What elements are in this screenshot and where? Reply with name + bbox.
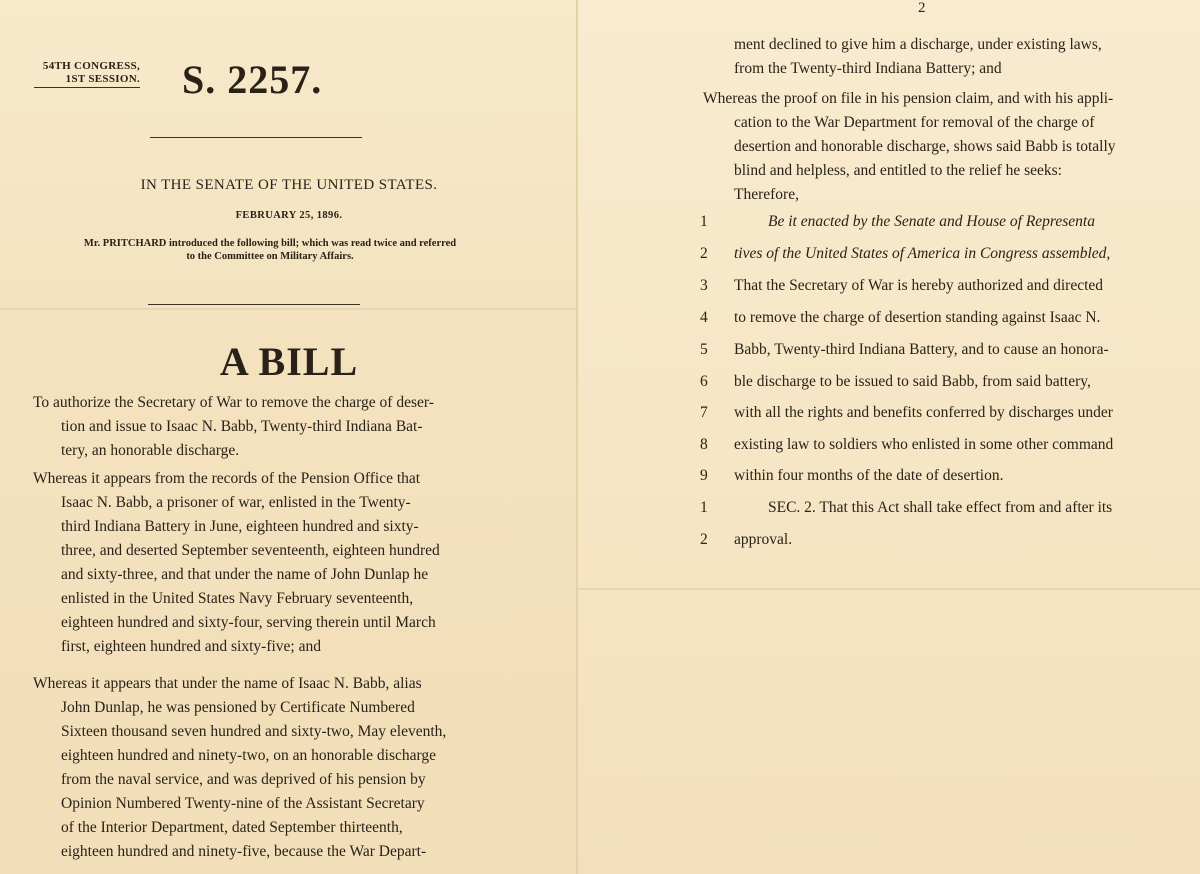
text-line: eighteen hundred and ninety-five, because the War Depart- (61, 843, 427, 860)
line-number: 3 (700, 277, 708, 294)
text-line: from the naval service, and was deprived of his pension by (61, 771, 426, 788)
text-line: To authorize the Secretary of War to remove the charge of deser- (33, 394, 434, 411)
line-text: tives of the United States of America in Congress assembled, (734, 245, 1111, 262)
congress-label: 54TH CONGRESS, (42, 60, 140, 72)
text-line: cation to the War Department for removal of the charge of (734, 114, 1095, 131)
line-text: within four months of the date of desertion. (734, 467, 1004, 484)
session-label: 1ST SESSION. (65, 73, 140, 85)
text-line: Whereas it appears that under the name of Isaac N. Babb, alias (33, 675, 422, 692)
congress-session-block (34, 60, 140, 86)
enacting-line (700, 245, 1110, 269)
section-2-line (700, 499, 1112, 523)
text-line: Isaac N. Babb, a prisoner of war, enlisted in the Twenty- (61, 494, 411, 511)
line-number: 4 (700, 309, 708, 326)
text-line: enlisted in the United States Navy February seventeenth, (61, 590, 414, 607)
line-number: 6 (700, 373, 708, 390)
line-number: 8 (700, 436, 708, 453)
text-line: tion and issue to Isaac N. Babb, Twenty-third Indiana Bat- (61, 418, 423, 435)
text-line: Sixteen thousand seven hundred and sixty-two, May eleventh, (61, 723, 447, 740)
bill-date: FEBRUARY 25, 1896. (235, 210, 343, 221)
line-number: 5 (700, 341, 708, 358)
text-line: tery, an honorable discharge. (61, 442, 240, 459)
text-line: three, and deserted September seventeenth, eighteen hundred (61, 542, 440, 559)
bill-line (700, 373, 1091, 397)
paper-fold-line (578, 588, 1200, 590)
bill-line (700, 467, 1003, 491)
paper-fold-line (0, 308, 578, 310)
bill-line (700, 309, 1100, 333)
bill-line (700, 341, 1109, 365)
text-line: third Indiana Battery in June, eighteen hundred and sixty- (61, 518, 419, 535)
line-text: ble discharge to be issued to said Babb, from said battery, (734, 373, 1091, 390)
bill-line (700, 404, 1113, 428)
session-underline (34, 87, 140, 88)
text-line: from the Twenty-third Indiana Battery; and (734, 60, 1002, 77)
divider-rule (150, 137, 362, 138)
introduction-line: Mr. PRITCHARD introduced the following bill; which was read twice and referred (83, 238, 457, 249)
introduction-note (40, 237, 500, 263)
senate-heading: IN THE SENATE OF THE UNITED STATES. (140, 177, 438, 193)
enacting-line (700, 213, 1095, 237)
section-2-line (700, 531, 792, 555)
text-line: eighteen hundred and sixty-four, serving therein until March (61, 614, 436, 631)
line-number: 1 (700, 213, 708, 230)
line-text: approval. (734, 531, 793, 548)
bill-title: A BILL (219, 339, 359, 384)
line-text: SEC. 2. That this Act shall take effect from and after its (768, 499, 1113, 516)
text-line: Whereas it appears from the records of the Pension Office that (33, 470, 421, 487)
line-text: existing law to soldiers who enlisted in some other command (734, 436, 1114, 453)
text-line: of the Interior Department, dated September thirteenth, (61, 819, 403, 836)
line-number: 1 (700, 499, 708, 516)
line-number: 9 (700, 467, 708, 484)
text-line: and sixty-three, and that under the name of John Dunlap he (61, 566, 429, 583)
whereas-clause-1 (33, 467, 475, 659)
line-text: Be it enacted by the Senate and House of Representa (768, 213, 1095, 230)
text-line: ment declined to give him a discharge, under existing laws, (734, 36, 1102, 53)
whereas-clause-2 (33, 672, 473, 864)
purpose-clause (33, 391, 473, 463)
text-line: first, eighteen hundred and sixty-five; and (61, 638, 321, 655)
text-line: Whereas the proof on file in his pension claim, and with his appli- (703, 90, 1114, 107)
text-line: Therefore, (734, 186, 799, 203)
bill-line (700, 436, 1113, 460)
line-number: 2 (700, 245, 708, 262)
introduction-line: to the Committee on Military Affairs. (186, 251, 354, 262)
line-number: 7 (700, 404, 708, 421)
continuation-clause (734, 33, 1146, 81)
text-line: blind and helpless, and entitled to the relief he seeks: (734, 162, 1062, 179)
text-line: Opinion Numbered Twenty-nine of the Assistant Secretary (61, 795, 425, 812)
line-text: That the Secretary of War is hereby authorized and directed (734, 277, 1104, 294)
page-number: 2 (918, 0, 926, 16)
text-line: eighteen hundred and ninety-two, on an honorable discharge (61, 747, 437, 764)
text-line: desertion and honorable discharge, shows said Babb is totally (734, 138, 1116, 155)
line-text: Babb, Twenty-third Indiana Battery, and to cause an honora- (734, 341, 1109, 358)
line-number: 2 (700, 531, 708, 548)
line-text: to remove the charge of desertion standing against Isaac N. (734, 309, 1101, 326)
whereas-clause-3 (703, 87, 1148, 207)
line-text: with all the rights and benefits conferred by discharges under (734, 404, 1113, 421)
left-page (0, 0, 578, 874)
divider-rule (148, 304, 360, 305)
bill-line (700, 277, 1103, 301)
bill-number: S. 2257. (182, 57, 323, 102)
text-line: John Dunlap, he was pensioned by Certificate Numbered (61, 699, 415, 716)
